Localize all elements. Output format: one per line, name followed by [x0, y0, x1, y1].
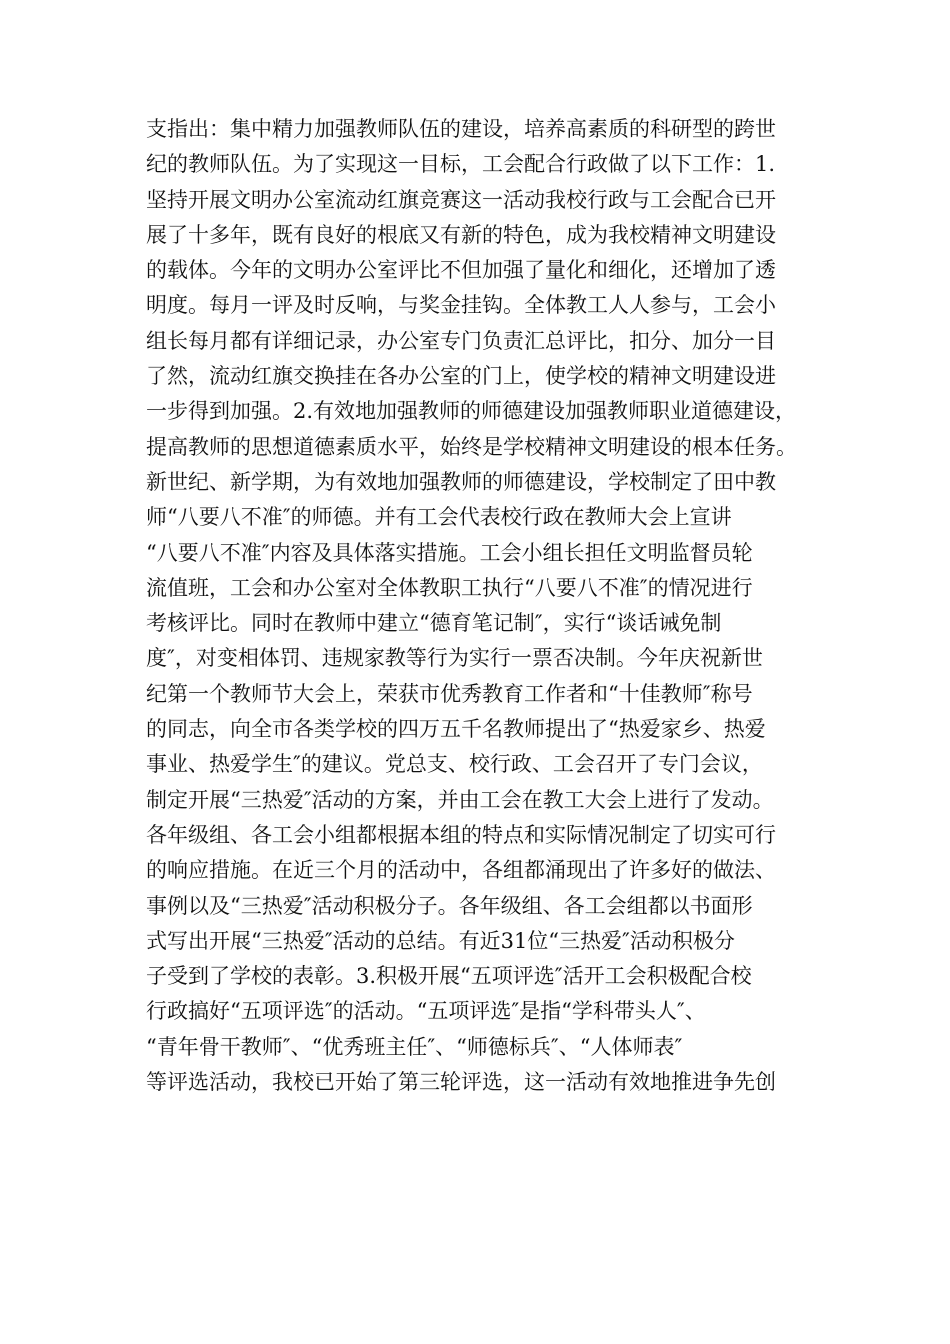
text-line: 的响应措施。在近三个月的活动中，各组都涌现出了许多好的做法、 [146, 858, 776, 883]
text-line: 等评选活动，我校已开始了第三轮评选，这一活动有效地推进争先创 [146, 1070, 776, 1095]
text-line: 提高教师的思想道德素质水平，始终是学校精神文明建设的根本任务。 [146, 434, 797, 459]
text-line: 纪第一个教师节大会上，荣获市优秀教育工作者和“十佳教师″称号 [146, 681, 753, 706]
body-text [146, 112, 826, 1100]
text-line: 组长每月都有详细记录，办公室专门负责汇总评比，扣分、加分一目 [146, 328, 776, 353]
text-line: 子受到了学校的表彰。3.积极开展“五项评选″活开工会积极配合校 [146, 964, 752, 989]
text-line: 制定开展“三热爱″活动的方案，并由工会在教工大会上进行了发动。 [146, 787, 774, 812]
text-line: 事例以及“三热爱″活动积极分子。各年级组、各工会组都以书面形 [146, 893, 753, 918]
text-line: 纪的教师队伍。为了实现这一目标，工会配合行政做了以下工作：1. [146, 152, 776, 177]
text-line: 展了十多年，既有良好的根底又有新的特色，成为我校精神文明建设 [146, 222, 776, 247]
text-line: 事业、热爱学生″的建议。党总支、校行政、工会召开了专门会议， [146, 752, 763, 777]
text-line: 的同志，向全市各类学校的四万五千名教师提出了“热爱家乡、热爱 [146, 717, 766, 742]
text-line: 明度。每月一评及时反响，与奖金挂钩。全体教工人人参与，工会小 [146, 293, 776, 318]
text-line: 新世纪、新学期，为有效地加强教师的师德建设，学校制定了田中教 [146, 469, 776, 494]
text-line: 坚持开展文明办公室流动红旗竞赛这一活动我校行政与工会配合已开 [146, 187, 776, 212]
text-line: 支指出：集中精力加强教师队伍的建设，培养高素质的科研型的跨世 [146, 117, 776, 141]
text-line: 的载体。今年的文明办公室评比不但加强了量化和细化，还增加了透 [146, 258, 776, 283]
text-line: 师“八要八不准″的师德。并有工会代表校行政在教师大会上宣讲 [146, 505, 732, 530]
text-line: 行政搞好“五项评选″的活动。“五项评选″是指“学科带头人″、 [146, 999, 706, 1024]
text-line: “青年骨干教师″、“优秀班主任″、“师德标兵″、“人体师表″ [146, 1034, 683, 1059]
text-line: 流值班，工会和办公室对全体教职工执行“八要八不准″的情况进行 [146, 575, 753, 600]
text-line: 各年级组、各工会小组都根据本组的特点和实际情况制定了切实可行 [146, 822, 776, 847]
text-line: 了然，流动红旗交换挂在各办公室的门上，使学校的精神文明建设进 [146, 364, 776, 389]
text-line: 度″，对变相体罚、违规家教等行为实行一票否决制。今年庆祝新世 [146, 646, 763, 671]
text-line: 考核评比。同时在教师中建立“德育笔记制″，实行“谈话诫免制 [146, 611, 722, 636]
text-line: “八要八不准″内容及具体落实措施。工会小组长担任文明监督员轮 [146, 540, 753, 565]
text-line: 式写出开展“三热爱″活动的总结。有近31位“三热爱″活动积极分 [146, 928, 735, 953]
text-line: 一步得到加强。2.有效地加强教师的师德建设加强教师职业道德建设， [146, 399, 797, 424]
